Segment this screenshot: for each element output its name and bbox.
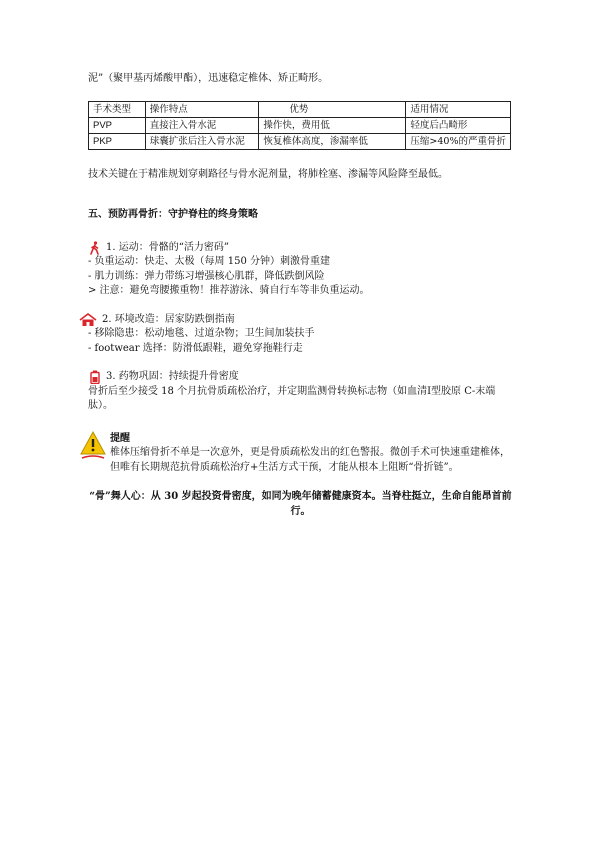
surgery-table [88,101,511,150]
table-cell: 操作快，费用低 [259,117,406,133]
table-cell: PKP [89,133,146,149]
table-header-cell: 操作特点 [145,101,259,117]
battery-icon [88,370,102,384]
table-cell: 轻度后凸畸形 [406,117,511,133]
table-cell: 恢复椎体高度，渗漏率低 [259,133,406,149]
environment-heading: 2. 环境改造：居家防跌倒指南 [102,313,235,325]
intro-paragraph: 泥”（聚甲基丙烯酸甲酯），迅速稳定椎体、矫正畸形。 [88,73,329,84]
table-header-cell: 优势 [259,101,406,117]
table-header-cell: 手术类型 [89,101,146,117]
table-header-row [89,101,511,117]
list-item: - footwear 选择：防滑低跟鞋，避免穿拖鞋行走 [88,342,303,354]
list-item: - 移除隐患：松动地毯、过道杂物；卫生间加装扶手 [88,328,315,339]
exercise-heading: 1. 运动：骨骼的“活力密码” [106,241,229,253]
section-title: 五、预防再骨折：守护脊柱的终身策略 [88,209,258,220]
list-item: - 负重运动：快走、太极（每周 150 分钟）刺激骨重建 [88,256,331,267]
reminder-body: 椎体压缩骨折不单是一次意外，更是骨质疏松发出的红色警报。微创手术可快速重建椎体，但唯有长期规范抗骨质疏松治疗+生活方式干预，才能从根本上阻断“骨折链”。 [110,447,510,473]
technique-summary: 技术关键在于精准规划穿刺路径与骨水泥剂量，将肺栓塞、渗漏等风险降至最低。 [88,168,448,180]
table-cell: 球囊扩张后注入骨水泥 [145,133,259,149]
warning-icon [80,430,106,460]
medication-body: 骨折后至少接受 18 个月抗骨质疏松治疗，并定期监测骨转换标志物（如血清Ⅰ型胶原 C-末端肽）。 [88,385,496,411]
walking-person-icon [88,241,102,255]
document-page [88,72,513,519]
reminder-title: 提醒 [110,432,130,444]
environment-block [88,313,513,357]
closing-statement: “骨”舞人心：从 30 岁起投资骨密度，如同为晚年储蓄健康资本。当脊柱挺立，生命自能昂首前行。 [89,491,512,517]
exercise-block [88,241,513,299]
list-item: - 肌力训练：弹力带练习增强核心肌群，降低跌倒风险 [88,270,325,282]
list-item: > 注意：避免弯腰搬重物！推荐游泳、骑自行车等非负重运动。 [88,285,370,296]
house-icon [78,313,98,327]
medication-block [88,370,513,414]
table-cell: 直接注入骨水泥 [145,117,259,133]
table-header-cell: 适用情况 [406,101,511,117]
medication-heading: 3. 药物巩固：持续提升骨密度 [106,371,239,382]
reminder-callout [80,432,513,476]
table-row [89,133,511,149]
table-row [89,117,511,133]
table-cell: 压缩>40%的严重骨折 [406,133,511,149]
table-cell: PVP [89,117,146,133]
